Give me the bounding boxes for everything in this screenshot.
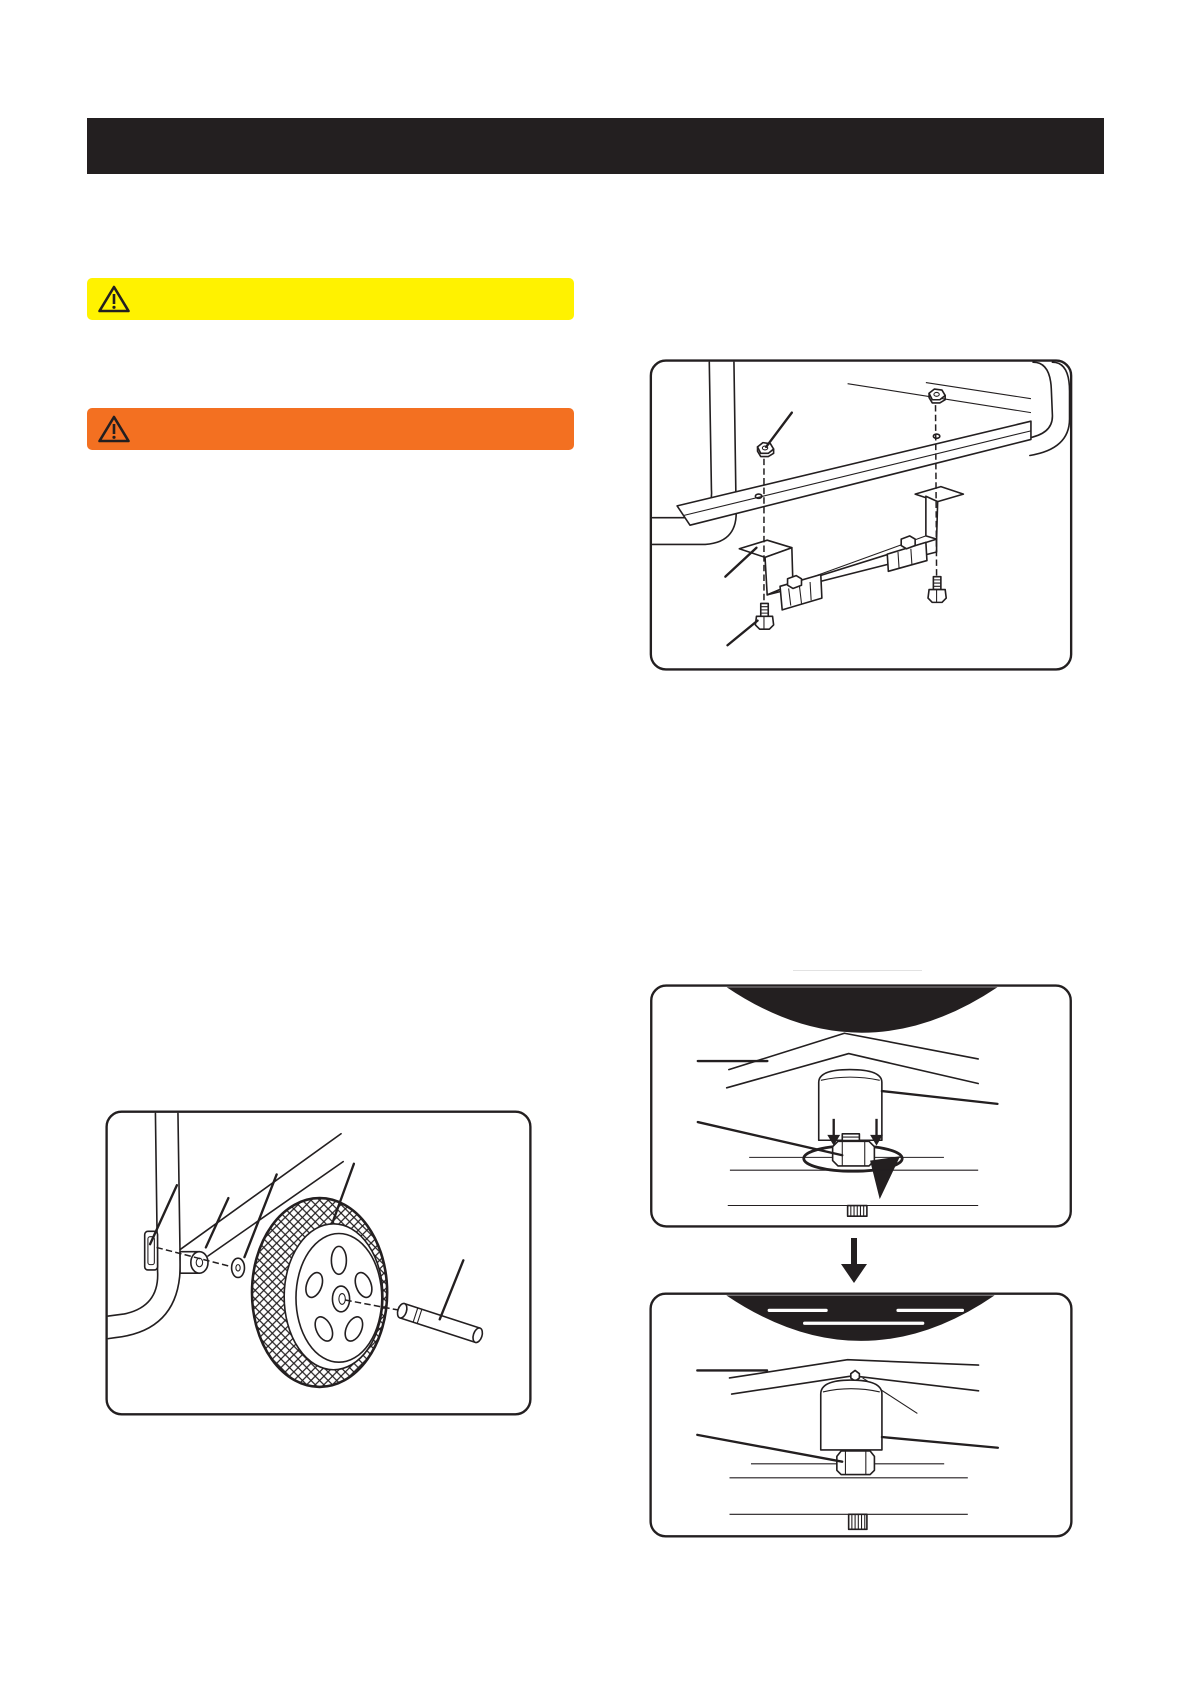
wheel — [252, 1198, 387, 1387]
wheel-hub — [332, 1286, 349, 1312]
mount-nut-tightened-figure — [649, 1292, 1073, 1538]
frame-mount-figure — [649, 359, 1073, 671]
section-header-bar — [87, 118, 1104, 174]
rubber-mount — [821, 1380, 882, 1450]
washer — [232, 1258, 245, 1277]
warning-triangle-icon — [97, 414, 131, 444]
axle-bushing — [180, 1252, 208, 1273]
caution-banner — [87, 278, 574, 320]
bracket-nut — [788, 576, 802, 589]
axle-slot — [145, 1231, 158, 1270]
threaded-stud — [849, 1514, 867, 1529]
wheel-assembly-figure — [105, 1110, 532, 1416]
down-arrow-icon — [840, 1238, 868, 1284]
faint-rule — [793, 970, 922, 971]
warning-triangle-icon — [97, 284, 131, 314]
threaded-stud — [848, 1206, 867, 1217]
mount-nut-tighten-figure — [649, 984, 1073, 1228]
rubber-mount — [819, 1070, 882, 1145]
bracket-nut — [901, 536, 915, 549]
warning-banner — [87, 408, 574, 450]
